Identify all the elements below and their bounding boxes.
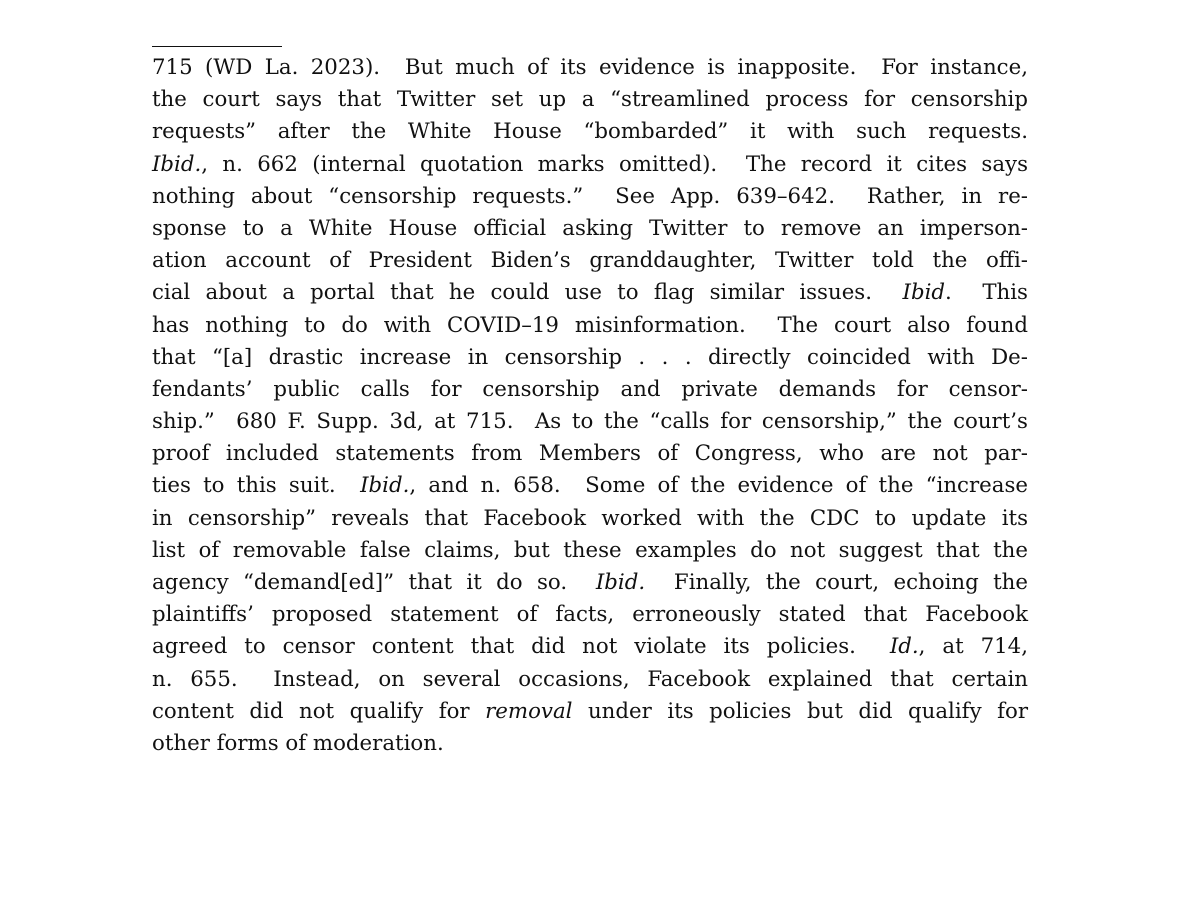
text-segment: 715 (WD La. 2023). But much of its evidence is inapposite. For instance,	[152, 55, 1028, 80]
text-line	[152, 310, 1028, 342]
text-line	[152, 503, 1028, 535]
text-line	[152, 342, 1028, 374]
text-segment: , at 714,	[918, 634, 1029, 660]
text-segment: has nothing to do with COVID–19 misinformation. The court also found	[152, 312, 1028, 338]
text-segment: in censorship” reveals that Facebook worked with the CDC to update its	[152, 505, 1028, 531]
text-segment: , n. 662 (internal quotation marks omitted). The record it cites says	[201, 151, 1028, 177]
text-segment: proof included statements from Members of Congress, who are not par-	[152, 441, 1028, 467]
text-segment: plaintiffs’ proposed statement of facts, erroneously stated that Facebook	[152, 602, 1028, 628]
italic-citation: Ibid.	[152, 151, 202, 177]
text-segment: requests” after the White House “bombarded” it with such requests.	[152, 119, 1028, 145]
text-line	[152, 277, 1028, 309]
text-line	[152, 213, 1028, 245]
text-segment: n. 655. Instead, on several occasions, Facebook explained that certain	[152, 666, 1028, 692]
text-line	[152, 406, 1028, 438]
text-segment: ties to this suit.	[152, 473, 361, 499]
text-line	[152, 84, 1028, 116]
text-line	[152, 181, 1028, 213]
text-line	[152, 52, 1028, 84]
text-segment: Finally, the court, echoing the	[645, 570, 1028, 595]
text-line	[152, 438, 1028, 470]
text-segment: content did not qualify for	[152, 698, 486, 724]
text-line	[152, 374, 1028, 406]
text-segment: . This	[945, 280, 1028, 306]
text-segment: sponse to a White House official asking Twitter to remove an imperson-	[152, 215, 1028, 241]
text-segment: list of removable false claims, but these examples do not suggest that the	[152, 537, 1028, 563]
footnote-text-body	[152, 52, 1028, 760]
text-segment: cial about a portal that he could use to flag similar issues.	[152, 280, 903, 306]
text-segment: ation account of President Biden’s granddaughter, Twitter told the offi-	[152, 248, 1028, 274]
text-segment: ship.” 680 F. Supp. 3d, at 715. As to the “calls for censorship,” the court’s	[152, 409, 1028, 435]
italic-citation: Ibid.	[360, 473, 410, 499]
text-segment: that “[a] drastic increase in censorship . . . directly coincided with De-	[152, 344, 1028, 370]
text-segment: , and n. 658. Some of the evidence of the “increase	[409, 473, 1028, 499]
text-line	[152, 470, 1028, 502]
italic-citation: Ibid.	[595, 570, 646, 595]
text-line	[152, 696, 1028, 728]
text-segment: agreed to censor content that did not violate its policies.	[152, 634, 890, 660]
italic-citation: Ibid	[902, 280, 946, 306]
text-line	[152, 599, 1028, 631]
text-segment: nothing about “censorship requests.” See App. 639–642. Rather, in re-	[152, 183, 1028, 209]
text-segment: the court says that Twitter set up a “streamlined process for censorship	[152, 87, 1028, 113]
text-segment: fendants’ public calls for censorship and private demands for censor-	[152, 376, 1028, 402]
text-line	[152, 631, 1028, 663]
text-line	[152, 535, 1028, 567]
text-segment: other forms of moderation.	[152, 730, 444, 756]
text-segment: under its policies but did qualify for	[572, 698, 1028, 724]
text-segment: agency “demand[ed]” that it do so.	[152, 570, 596, 595]
footnote-separator-rule	[152, 46, 282, 47]
text-line	[152, 567, 1028, 599]
text-line	[152, 149, 1028, 181]
text-line	[152, 245, 1028, 277]
text-line	[152, 728, 1028, 760]
text-line	[152, 664, 1028, 696]
text-line	[152, 116, 1028, 148]
italic-citation: Id.	[889, 634, 919, 660]
italic-citation: removal	[485, 698, 573, 724]
